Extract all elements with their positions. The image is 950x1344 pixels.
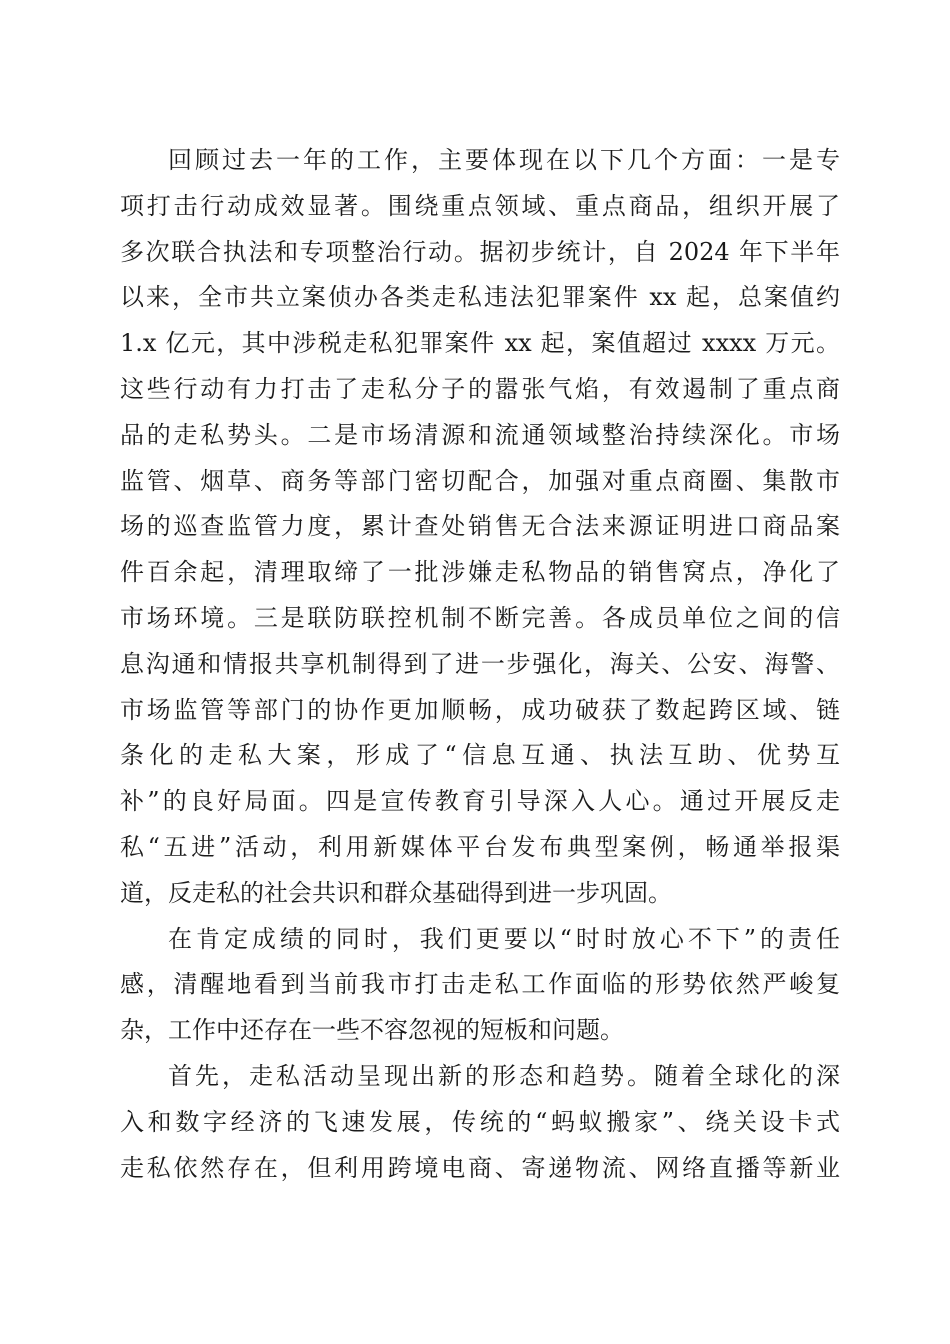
paragraph-work-review [120,138,840,917]
text-line: 条化的走私大案，形成了“信息互通、执法互助、优势互 [120,741,840,770]
text-line: 场的巡查监管力度，累计查处销售无合法来源证明进口商品案 [120,512,840,541]
text-line: 以来，全市共立案侦办各类走私违法犯罪案件 xx 起，总案值约 [120,283,840,312]
text-line: 多次联合执法和专项整治行动。据初步统计，自 2024 年下半年 [120,237,840,266]
text-line: 入和数字经济的飞速发展，传统的“蚂蚁搬家”、绕关设卡式 [120,1107,840,1136]
text-line: 私“五进”活动，利用新媒体平台发布典型案例，畅通举报渠 [120,832,840,861]
document-body [120,138,840,1191]
text-line: 走私依然存在，但利用跨境电商、寄递物流、网络直播等新业 [120,1153,840,1182]
text-line: 这些行动有力打击了走私分子的嚣张气焰，有效遏制了重点商 [120,374,840,403]
text-line: 1.x 亿元，其中涉税走私犯罪案件 xx 起，案值超过 xxxx 万元。 [120,329,840,358]
text-line: 道，反走私的社会共识和群众基础得到进一步巩固。 [120,878,672,907]
text-line: 项打击行动成效显著。围绕重点领域、重点商品，组织开展了 [120,191,840,220]
text-line: 息沟通和情报共享机制得到了进一步强化，海关、公安、海警、 [120,649,840,678]
paragraph-new-trends [120,1054,840,1191]
paragraph-problems-intro [120,917,840,1054]
text-line: 监管、烟草、商务等部门密切配合，加强对重点商圈、集散市 [120,466,840,495]
text-line: 回顾过去一年的工作，主要体现在以下几个方面：一是专 [168,146,840,174]
text-line: 补”的良好局面。四是宣传教育引导深入人心。通过开展反走 [120,787,840,816]
text-line: 在肯定成绩的同时，我们更要以“时时放心不下”的责任 [168,924,840,953]
text-line: 杂，工作中还存在一些不容忽视的短板和问题。 [120,1016,624,1045]
text-line: 首先，走私活动呈现出新的形态和趋势。随着全球化的深 [168,1061,840,1090]
text-line: 感，清醒地看到当前我市打击走私工作面临的形势依然严峻复 [120,970,840,999]
text-line: 市场环境。三是联防联控机制不断完善。各成员单位之间的信 [120,603,840,632]
text-line: 品的走私势头。二是市场清源和流通领域整治持续深化。市场 [120,420,840,449]
text-line: 件百余起，清理取缔了一批涉嫌走私物品的销售窝点，净化了 [120,558,840,587]
text-line: 市场监管等部门的协作更加顺畅，成功破获了数起跨区域、链 [120,695,840,724]
